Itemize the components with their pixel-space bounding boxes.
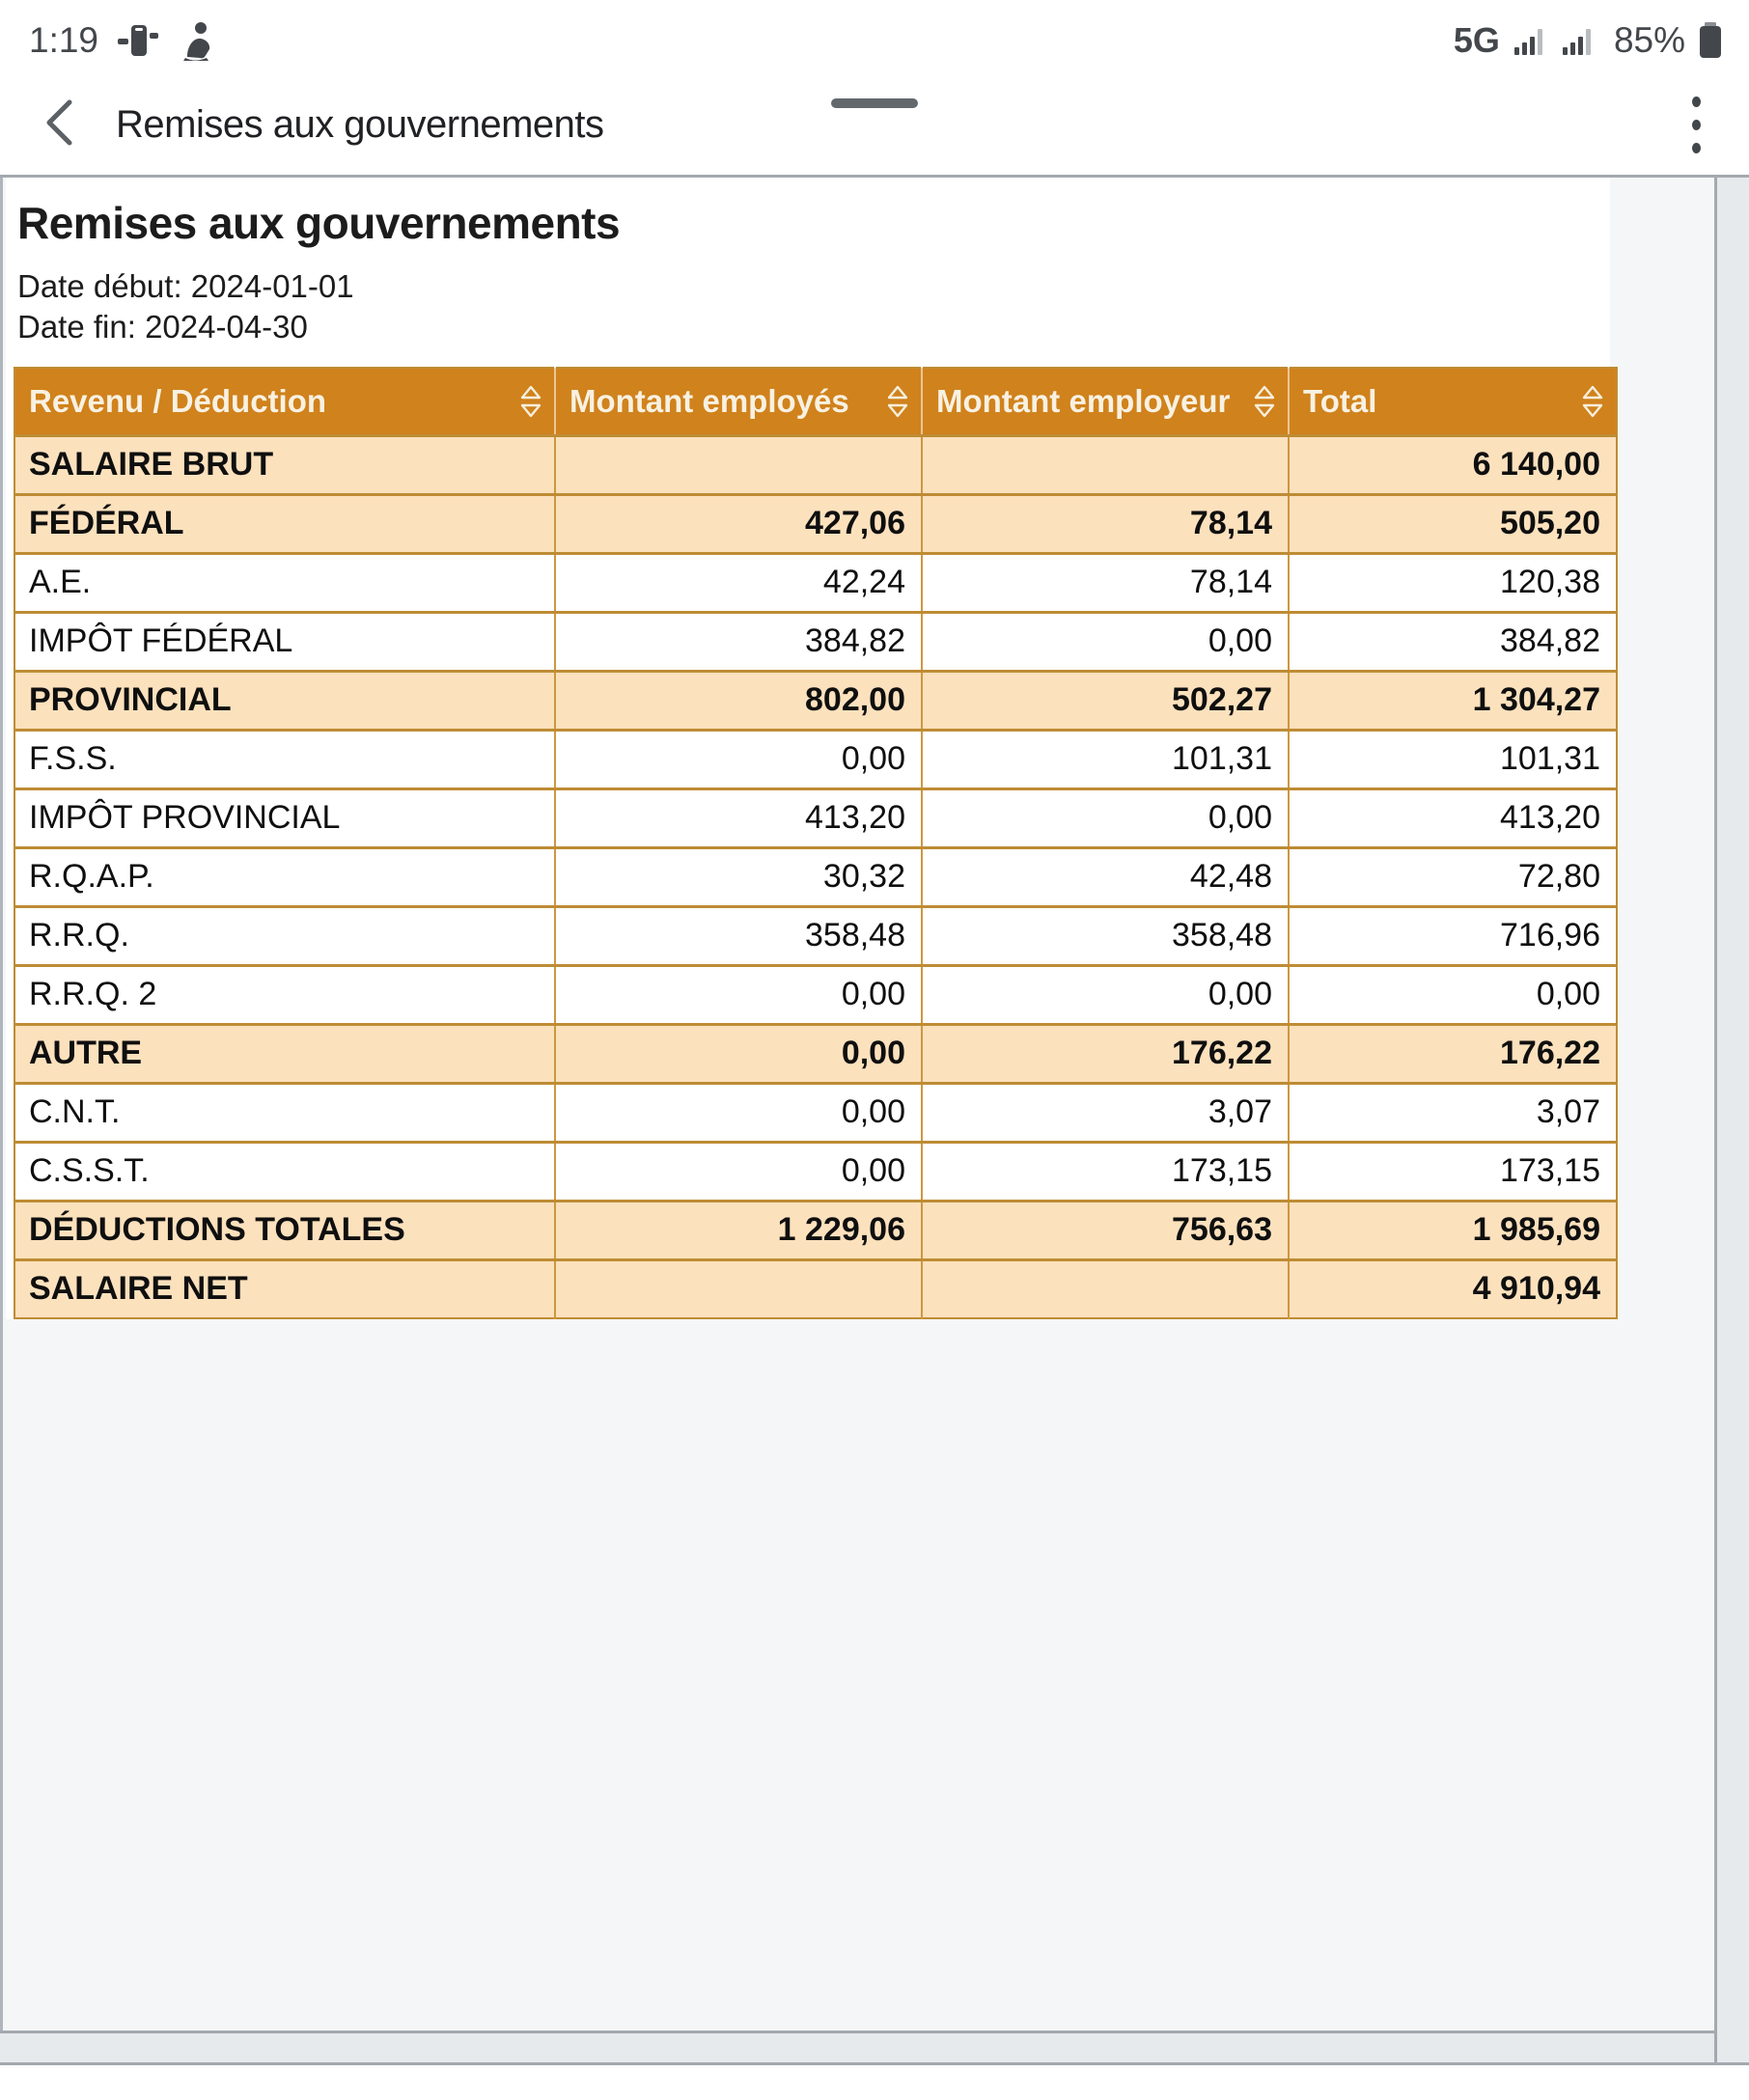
bottom-margin — [0, 2065, 1749, 2100]
table-row — [14, 553, 1617, 612]
cell-montant-employes — [555, 1259, 922, 1318]
table-row — [14, 788, 1617, 847]
window-drag-handle-icon[interactable] — [831, 98, 918, 108]
dot-icon — [1692, 120, 1701, 130]
signal-bars-icon-2 — [1560, 22, 1596, 59]
back-button[interactable] — [39, 98, 81, 152]
row-label: C.S.S.T. — [14, 1142, 555, 1201]
cell-montant-employes: 0,00 — [555, 730, 922, 788]
dot-icon — [1692, 143, 1701, 153]
back-chevron-icon — [41, 96, 79, 154]
signal-bars-icon — [1512, 22, 1548, 59]
cell-montant-employes: 802,00 — [555, 671, 922, 730]
cell-total: 72,80 — [1289, 847, 1617, 906]
cell-total: 101,31 — [1289, 730, 1617, 788]
row-label: IMPÔT PROVINCIAL — [14, 788, 555, 847]
table-header-row — [14, 368, 1617, 435]
cell-montant-employeur: 78,14 — [922, 553, 1289, 612]
cell-total: 120,38 — [1289, 553, 1617, 612]
remittances-table — [14, 367, 1618, 1319]
content-area — [0, 178, 1714, 2031]
table-row — [14, 1201, 1617, 1259]
row-label: PROVINCIAL — [14, 671, 555, 730]
nav-bar — [0, 75, 1749, 175]
row-label: DÉDUCTIONS TOTALES — [14, 1201, 555, 1259]
cell-total: 173,15 — [1289, 1142, 1617, 1201]
report-card — [6, 178, 1610, 1319]
row-label: IMPÔT FÉDÉRAL — [14, 612, 555, 671]
cell-total: 716,96 — [1289, 906, 1617, 965]
cell-total: 4 910,94 — [1289, 1259, 1617, 1318]
cell-total: 3,07 — [1289, 1083, 1617, 1142]
table-row — [14, 612, 1617, 671]
table-row — [14, 1083, 1617, 1142]
cell-montant-employeur: 3,07 — [922, 1083, 1289, 1142]
sort-icon — [519, 383, 542, 420]
table-row — [14, 1259, 1617, 1318]
status-time: 1:19 — [29, 20, 99, 60]
cell-montant-employes: 0,00 — [555, 1024, 922, 1083]
cell-montant-employes: 0,00 — [555, 965, 922, 1024]
vertical-scrollbar[interactable] — [1714, 178, 1749, 2065]
column-header-label: Montant employeur — [936, 382, 1231, 419]
table-row — [14, 1142, 1617, 1201]
report-title: Remises aux gouvernements — [17, 198, 621, 248]
table-row — [14, 1024, 1617, 1083]
table-body — [14, 435, 1617, 1318]
cell-montant-employeur: 0,00 — [922, 612, 1289, 671]
cell-montant-employeur: 502,27 — [922, 671, 1289, 730]
cell-montant-employeur: 358,48 — [922, 906, 1289, 965]
table-row — [14, 671, 1617, 730]
network-type-label: 5G — [1453, 20, 1500, 60]
sort-icon — [1581, 383, 1604, 420]
cell-total: 6 140,00 — [1289, 435, 1617, 494]
nav-title: Remises aux gouvernements — [116, 103, 604, 146]
cell-montant-employes: 427,06 — [555, 494, 922, 553]
cell-total: 1 985,69 — [1289, 1201, 1617, 1259]
battery-icon — [1697, 20, 1724, 61]
cell-montant-employeur: 101,31 — [922, 730, 1289, 788]
column-header-label: Total — [1303, 382, 1377, 419]
column-header-label: Montant employés — [569, 382, 849, 419]
horizontal-scrollbar[interactable] — [0, 2031, 1714, 2065]
row-label: FÉDÉRAL — [14, 494, 555, 553]
table-row — [14, 906, 1617, 965]
row-label: A.E. — [14, 553, 555, 612]
date-end-label: Date fin: 2024-04-30 — [17, 309, 308, 345]
row-label: AUTRE — [14, 1024, 555, 1083]
cell-total: 0,00 — [1289, 965, 1617, 1024]
dot-icon — [1692, 97, 1701, 107]
cell-montant-employeur: 0,00 — [922, 965, 1289, 1024]
sort-icon — [1253, 383, 1276, 420]
report-date-range — [17, 266, 1610, 347]
row-label: R.Q.A.P. — [14, 847, 555, 906]
cell-montant-employeur — [922, 1259, 1289, 1318]
table-row — [14, 965, 1617, 1024]
table-row — [14, 435, 1617, 494]
table-row — [14, 494, 1617, 553]
row-label: C.N.T. — [14, 1083, 555, 1142]
cell-montant-employes: 30,32 — [555, 847, 922, 906]
column-header-montant-employes[interactable] — [555, 368, 922, 435]
table-row — [14, 847, 1617, 906]
cell-total: 384,82 — [1289, 612, 1617, 671]
cell-montant-employeur: 0,00 — [922, 788, 1289, 847]
cell-montant-employeur: 176,22 — [922, 1024, 1289, 1083]
status-bar — [0, 0, 1749, 75]
row-label: SALAIRE BRUT — [14, 435, 555, 494]
cell-montant-employeur: 756,63 — [922, 1201, 1289, 1259]
cell-montant-employeur: 42,48 — [922, 847, 1289, 906]
row-label: SALAIRE NET — [14, 1259, 555, 1318]
cell-montant-employes: 0,00 — [555, 1083, 922, 1142]
sort-icon — [886, 383, 909, 420]
row-label: F.S.S. — [14, 730, 555, 788]
cell-total: 1 304,27 — [1289, 671, 1617, 730]
cell-total: 505,20 — [1289, 494, 1617, 553]
battery-percent-label: 85% — [1613, 20, 1685, 60]
table-row — [14, 730, 1617, 788]
cell-montant-employes: 42,24 — [555, 553, 922, 612]
cell-montant-employeur — [922, 435, 1289, 494]
column-header-montant-employeur[interactable] — [922, 368, 1289, 435]
cell-total: 176,22 — [1289, 1024, 1617, 1083]
row-label: R.R.Q. 2 — [14, 965, 555, 1024]
date-start-label: Date début: 2024-01-01 — [17, 268, 354, 304]
row-label: R.R.Q. — [14, 906, 555, 965]
cell-montant-employes: 358,48 — [555, 906, 922, 965]
phone-dock-icon — [116, 18, 160, 63]
overflow-menu-button[interactable] — [1682, 91, 1710, 159]
activity-person-icon — [178, 18, 218, 63]
cell-total: 413,20 — [1289, 788, 1617, 847]
cell-montant-employeur: 173,15 — [922, 1142, 1289, 1201]
cell-montant-employeur: 78,14 — [922, 494, 1289, 553]
cell-montant-employes: 1 229,06 — [555, 1201, 922, 1259]
column-header-total[interactable] — [1289, 368, 1617, 435]
cell-montant-employes: 0,00 — [555, 1142, 922, 1201]
column-header-label: Revenu / Déduction — [29, 382, 327, 419]
column-header-revenu-deduction[interactable] — [14, 368, 555, 435]
cell-montant-employes: 384,82 — [555, 612, 922, 671]
cell-montant-employes — [555, 435, 922, 494]
cell-montant-employes: 413,20 — [555, 788, 922, 847]
